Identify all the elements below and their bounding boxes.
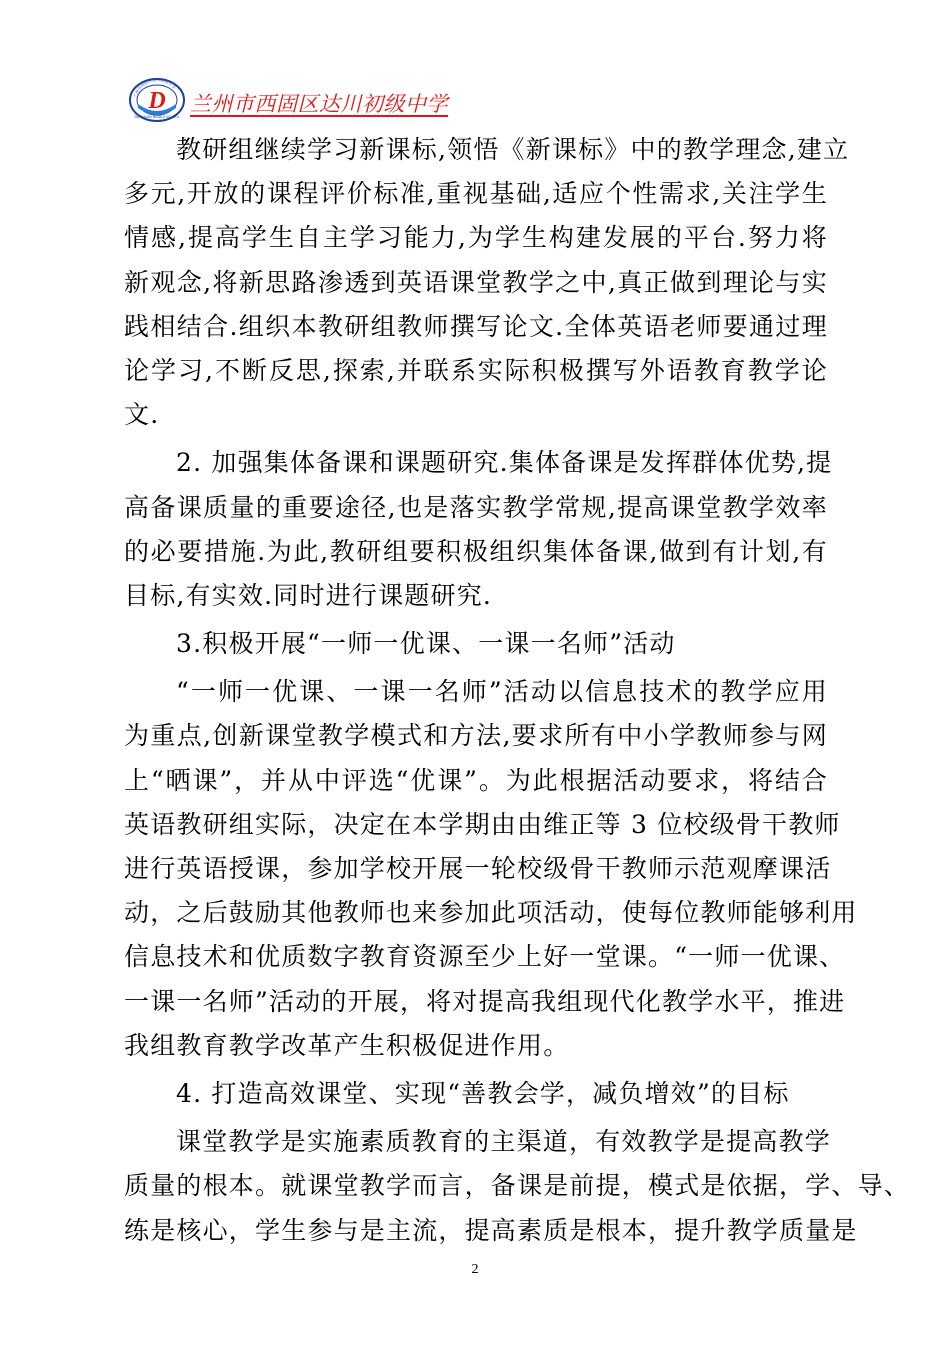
logo-sub-text: DA CHUAN MIDDLE SCHOOL [134,115,180,119]
text-line: 上“晒课”，并从中评选“优课”。为此根据活动要求，将结合 [124,765,828,795]
text-line: 4. 打造高效课堂、实现“善教会学，减负增效”的目标 [176,1078,790,1108]
text-line: 2. 加强集体备课和课题研究.集体备课是发挥群体优势,提 [176,448,833,478]
text-line: 我组教育教学改革产生积极促进作用。 [124,1030,570,1060]
text-line: 练是核心，学生参与是主流，提高素质是根本，提升教学质量是 [124,1215,858,1245]
paragraph [124,1072,828,1116]
text-line: 目标,有实效.同时进行课题研究. [124,580,493,610]
text-line: 3.积极开展“一师一优课、一课一名师”活动 [176,629,676,659]
text-line: 为重点,创新课堂教学模式和方法,要求所有中小学教师参与网 [124,721,828,751]
logo-arc-text: 兰州市西固区达川初级中学 [132,76,177,99]
text-line: 文. [124,400,160,430]
paragraph [124,622,828,666]
text-line: 课堂教学是实施素质教育的主渠道，有效教学是提高教学 [176,1127,832,1157]
text-line: 动，之后鼓励其他教师也来参加此项活动，使每位教师能够利用 [124,898,858,928]
school-logo [128,74,186,122]
logo-letter: D [148,88,166,114]
text-line: 高备课质量的重要途径,也是落实教学常规,提高课堂教学效率 [124,492,828,522]
paragraph [124,670,858,1068]
school-name: 兰州市西固区达川初级中学 [190,92,448,116]
paragraph [124,1120,911,1253]
text-line: 教研组继续学习新课标,领悟《新课标》中的教学理念,建立 [176,135,850,164]
text-line: 质量的根本。就课堂教学而言，备课是前提，模式是依据，学、导、 [124,1171,911,1201]
paragraph [124,128,850,437]
text-line: 新观念,将新思路渗透到英语课堂教学之中,真正做到理论与实 [124,267,828,297]
text-line: 信息技术和优质数字教育资源至少上好一堂课。“一师一优课、 [124,942,846,972]
text-line: 英语教研组实际，决定在本学期由由维正等 3 位校级骨干教师 [124,809,841,839]
document-body [124,128,911,1253]
paragraph [124,441,833,618]
text-line: “一师一优课、一课一名师”活动以信息技术的教学应用 [176,677,828,707]
text-line: 进行英语授课，参加学校开展一轮校级骨干教师示范观摩课活 [124,854,832,883]
text-line: 一课一名师”活动的开展，将对提高我组现代化教学水平，推进 [124,986,846,1016]
text-line: 践相结合.组织本教研组教师撰写论文.全体英语老师要通过理 [124,311,828,341]
text-line: 情感,提高学生自主学习能力,为学生构建发展的平台.努力将 [124,223,828,253]
document-header [128,70,828,126]
page-number: 2 [471,1262,479,1277]
text-line: 论学习,不断反思,探索,并联系实际积极撰写外语教育教学论 [124,355,828,385]
text-line: 多元,开放的课程评价标准,重视基础,适应个性需求,关注学生 [124,179,828,209]
text-line: 的必要措施.为此,教研组要积极组织集体备课,做到有计划,有 [124,536,828,566]
